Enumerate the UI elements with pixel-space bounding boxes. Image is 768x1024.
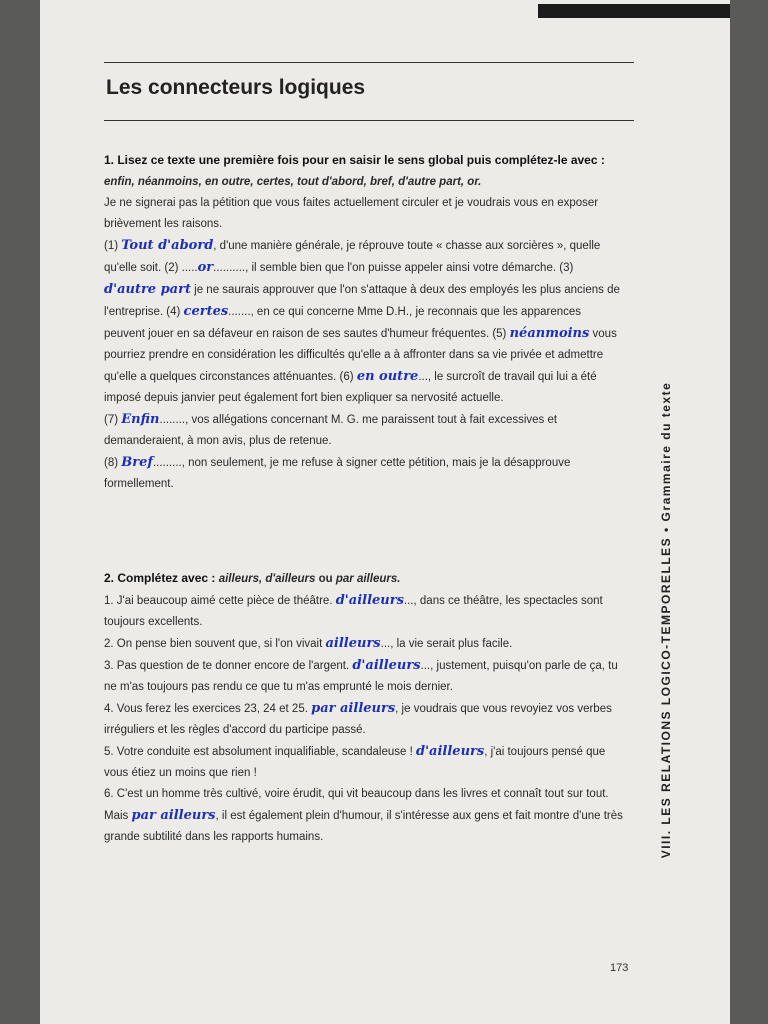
corner-bar	[538, 4, 730, 18]
exercise-2-item: 6. C'est un homme très cultivé, voire érudit, qui vit beaucoup dans les livres et connaît tout sur tout. Mais par ailleurs, il est également plein d'humour, il s'intéresse aux gens et fait montre d'une très grande subtilité dans les rapports humains.	[104, 788, 623, 843]
exercise-2-item: 2. On pense bien souvent que, si l'on vivait ailleurs..., la vie serait plus facile.	[104, 636, 513, 651]
page-title: Les connecteurs logiques	[106, 76, 366, 99]
handwritten-answer: ailleurs	[325, 636, 381, 651]
handwritten-answer: par ailleurs	[311, 701, 396, 716]
section-label: Grammaire du texte	[659, 381, 673, 522]
exercise-1-item-7: (7) Enfin........, vos allégations concernant M. G. me paraissent tout à fait excessives et demanderaient, à mon avis, plus de retenue.	[104, 412, 558, 447]
handwritten-answer: Bref	[121, 455, 153, 470]
exercise-1	[104, 150, 624, 495]
exercise-1-intro: Je ne signerai pas la pétition que vous faites actuellement circuler et je voudrais vous en exposer brièvement les raisons.	[104, 197, 599, 230]
exercise-2	[104, 568, 624, 848]
handwritten-answer: par ailleurs	[131, 808, 216, 823]
exercise-2-instruction: 2. Complétez avec : ailleurs, d'ailleurs ou par ailleurs.	[104, 571, 401, 585]
document-page	[40, 0, 730, 1024]
exercise-2-item: 4. Vous ferez les exercices 23, 24 et 25. par ailleurs, je voudrais que vous revoyiez vos verbes irréguliers et les règles d'accord du participe passé.	[104, 701, 612, 736]
exercise-1-instruction: 1. Lisez ce texte une première fois pour en saisir le sens global puis complétez-le avec : enfin, néanmoins, en outre, certes, tout d'abord, bref, d'autre part, or.	[104, 153, 605, 188]
exercise-1-body: (1) Tout d'abord, d'une manière générale, je réprouve toute « chasse aux sorcières », quelle qu'elle soit. (2) .....or.........., il semble bien que l'on puisse appeler ainsi votre démarche. (3) d'autre part je ne saurais approuver que l'on s'attaque à deux des employés les plus anciens de l'entreprise. (4) certes......., en ce qui concerne Mme D.H., je reconnais que les apparences peuvent jouer en sa défaveur en raison de ses sautes d'humeur fréquentes. (5) néanmoins vous pourriez prendre en considération les difficultés qu'elle a à affronter dans sa vie privée et admettre qu'elle a quelques circonstances atténuantes. (6) en outre..., le surcroît de travail qui lui a été imposé depuis janvier peut également fort bien expliquer sa nervosité actuelle.	[104, 238, 620, 404]
handwritten-answer: certes	[183, 304, 229, 319]
side-running-header: VIII. LES RELATIONS LOGICO-TEMPORELLES • Grammaire du texte	[659, 381, 673, 859]
handwritten-answer: d'ailleurs	[335, 593, 404, 608]
handwritten-answer: d'ailleurs	[352, 658, 421, 673]
handwritten-answer: d'autre part	[104, 282, 191, 297]
exercise-1-item-8: (8) Bref........., non seulement, je me refuse à signer cette pétition, mais je la désapprouve formellement.	[104, 455, 571, 490]
handwritten-answer: Enfin	[121, 412, 160, 427]
handwritten-answer: d'ailleurs	[415, 744, 485, 759]
exercise-2-item: 5. Votre conduite est absolument inqualifiable, scandaleuse ! d'ailleurs, j'ai toujours pensé que vous étiez un moins que rien !	[104, 744, 606, 779]
title-rule	[104, 120, 634, 121]
exercise-2-item: 1. J'ai beaucoup aimé cette pièce de théâtre. d'ailleurs..., dans ce théâtre, les spectacles sont toujours excellents.	[104, 593, 603, 628]
handwritten-answer: Tout d'abord	[121, 238, 214, 253]
handwritten-answer: en outre	[356, 369, 419, 384]
top-rule	[104, 62, 634, 63]
page-number: 173	[610, 962, 629, 974]
handwritten-answer: néanmoins	[509, 326, 590, 341]
handwritten-answer: or	[197, 260, 214, 275]
exercise-2-item: 3. Pas question de te donner encore de l'argent. d'ailleurs..., justement, puisqu'on parle de ça, tu ne m'as toujours pas rendu ce que tu m'as emprunté le mois dernier.	[104, 658, 618, 693]
chapter-label: VIII. LES RELATIONS LOGICO-TEMPORELLES	[659, 536, 673, 859]
